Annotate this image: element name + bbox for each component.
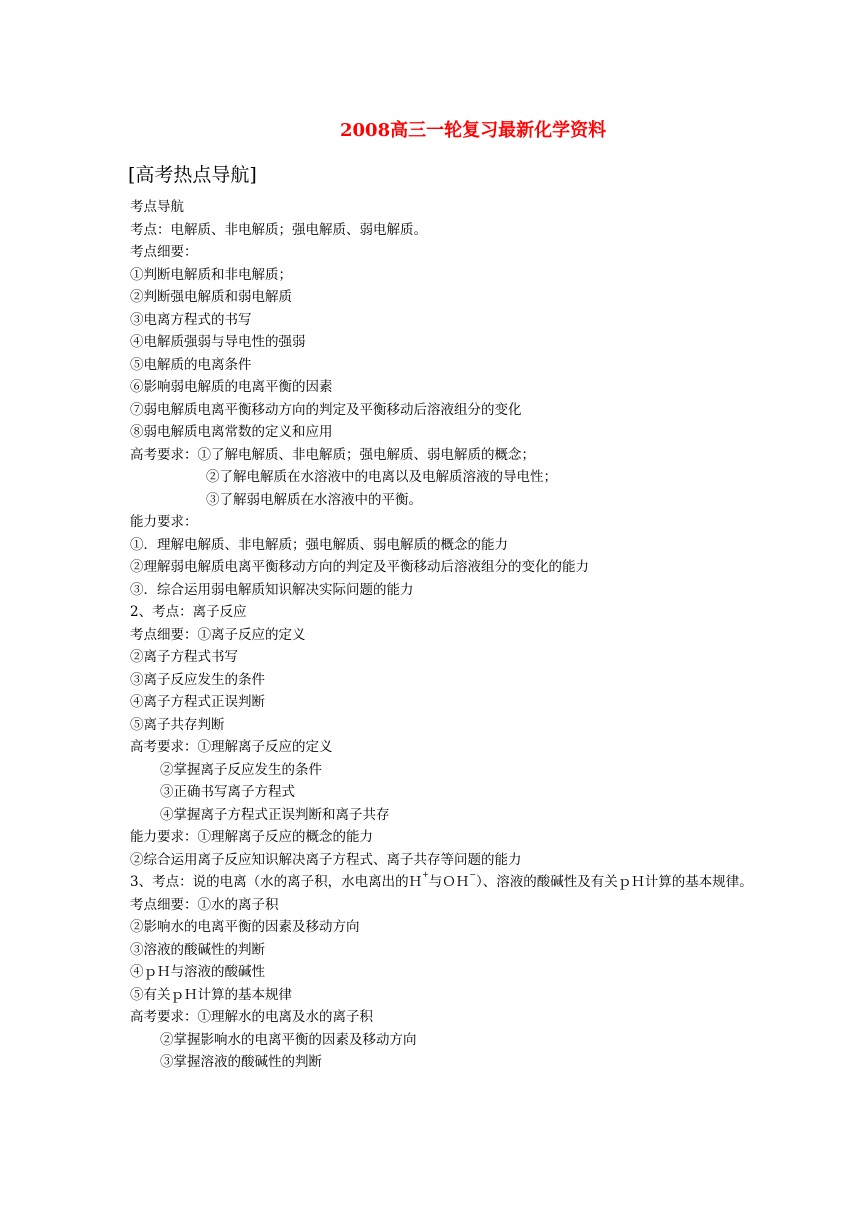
text-line: ②影响水的电离平衡的因素及移动方向 <box>130 919 360 935</box>
text-line: ③掌握溶液的酸碱性的判断 <box>160 1054 322 1070</box>
text-line: ②综合运用离子反应知识解决离子方程式、离子共存等问题的能力 <box>130 851 522 868</box>
text-line: 考点细要：①水的离子积 <box>130 896 279 913</box>
text-line: ②掌握影响水的电离平衡的因素及移动方向 <box>160 1031 417 1048</box>
text-line: ②判断强电解质和弱电解质 <box>130 289 292 305</box>
text-line: 2、考点：离子反应 <box>130 604 247 620</box>
text-line: ⑦弱电解质电离平衡移动方向的判定及平衡移动后溶液组分的变化 <box>130 401 522 418</box>
text-line: ③电离方程式的书写 <box>130 311 252 328</box>
text-line: ④电解质强弱与导电性的强弱 <box>130 334 306 350</box>
text-line-ph <box>130 871 790 894</box>
text-line: 高考要求：①理解离子反应的定义 <box>130 739 333 755</box>
text-line: ③．综合运用弱电解质知识解决实际问题的能力 <box>130 581 414 598</box>
text-segment: 3、考点：说的电离（水的离子积，水电离出的Ｈ <box>130 874 423 890</box>
text-line: ⑥影响弱电解质的电离平衡的因素 <box>130 379 333 395</box>
text-line: ②理解弱电解质电离平衡移动方向的判定及平衡移动后溶液组分的变化的能力 <box>130 559 589 575</box>
text-line: ③了解弱电解质在水溶液中的平衡。 <box>206 491 422 508</box>
text-line: ①判断电解质和非电解质； <box>130 266 292 283</box>
text-segment: ）、溶液的酸碱性及有关ｐＨ计算的基本规律。 <box>476 874 753 890</box>
text-line: ①．理解电解质、非电解质；强电解质、弱电解质的概念的能力 <box>130 536 508 553</box>
text-line: ④ｐＨ与溶液的酸碱性 <box>130 964 265 980</box>
text-line: ③离子反应发生的条件 <box>130 671 265 688</box>
text-line: ②了解电解质在水溶液中的电离以及电解质溶液的导电性； <box>206 469 557 485</box>
section-heading: [高考热点导航] <box>128 164 257 186</box>
text-line: ②离子方程式书写 <box>130 649 238 665</box>
document-body <box>130 196 790 1074</box>
text-line: 高考要求：①了解电解质、非电解质；强电解质、弱电解质的概念； <box>130 446 535 463</box>
text-line: 能力要求： <box>130 514 198 530</box>
superscript-minus: − <box>469 870 476 879</box>
text-line: ⑧弱电解质电离常数的定义和应用 <box>130 424 333 440</box>
text-line: 考点细要： <box>130 244 198 260</box>
text-line: ⑤电解质的电离条件 <box>130 356 252 373</box>
text-line: ④离子方程式正误判断 <box>130 694 265 710</box>
text-line: ②掌握离子反应发生的条件 <box>160 761 322 778</box>
text-line: 考点导航 <box>130 199 184 215</box>
superscript-plus: + <box>422 870 429 879</box>
text-line: 考点：电解质、非电解质；强电解质、弱电解质。 <box>130 221 427 238</box>
text-line: 高考要求：①理解水的电离及水的离子积 <box>130 1009 373 1025</box>
document-title: 2008高三一轮复习最新化学资料 <box>340 120 607 141</box>
text-line: ⑤有关ｐＨ计算的基本规律 <box>130 986 292 1003</box>
text-line: 能力要求：①理解离子反应的概念的能力 <box>130 829 373 845</box>
text-line: ④掌握离子方程式正误判断和离子共存 <box>160 806 390 823</box>
text-line: ③溶液的酸碱性的判断 <box>130 941 265 958</box>
text-line: ⑤离子共存判断 <box>130 716 225 733</box>
text-line: 考点细要：①离子反应的定义 <box>130 626 306 643</box>
text-line: ③正确书写离子方程式 <box>160 784 295 800</box>
text-segment: 与ＯＨ <box>428 874 470 890</box>
